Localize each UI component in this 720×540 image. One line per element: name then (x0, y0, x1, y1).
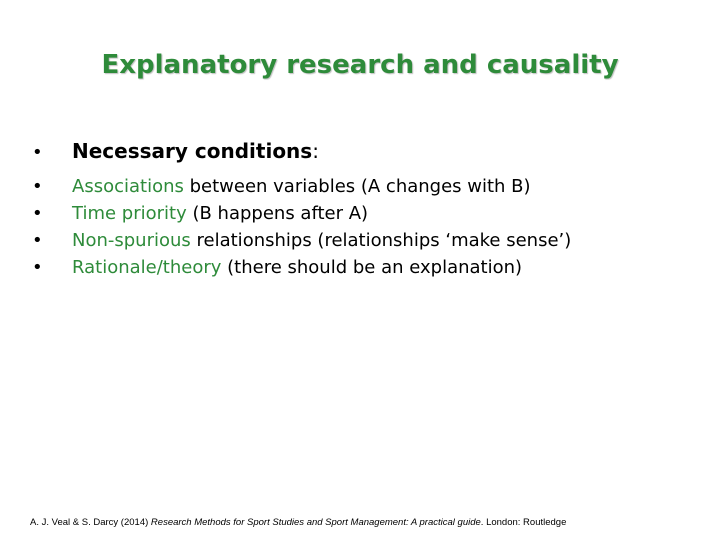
condition-description: (there should be an explanation) (221, 257, 523, 278)
condition-description: between variables (A changes with B) (183, 176, 531, 197)
citation-book-title: Research Methods for Sport Studies and Sport Management: A practical guide (150, 517, 481, 528)
condition-term: Associations (72, 176, 184, 197)
conditions-list (30, 176, 571, 284)
source-citation (30, 517, 566, 528)
citation-authors: A. J. Veal & S. Darcy (2014) (30, 517, 151, 528)
condition-term: Non-spurious (72, 230, 191, 251)
conditions-heading (30, 139, 319, 163)
list-item (30, 176, 571, 203)
condition-description: relationships (relationships ‘make sense’) (190, 230, 572, 251)
condition-term: Time priority (72, 203, 187, 224)
bullet-marker: • (32, 230, 43, 251)
condition-description: (B happens after A) (186, 203, 369, 224)
citation-publisher: . London: Routledge (480, 517, 567, 528)
heading-text: Necessary conditions (72, 139, 313, 163)
bullet-marker: • (32, 176, 43, 197)
bullet-marker: • (32, 203, 43, 224)
list-item (30, 230, 571, 257)
condition-term: Rationale/theory (72, 257, 222, 278)
list-item (30, 257, 571, 284)
bullet-marker: • (32, 257, 43, 278)
list-item (30, 203, 571, 230)
heading-colon: : (312, 139, 319, 163)
slide-title: Explanatory research and causality (101, 50, 619, 80)
bullet-marker: • (32, 142, 43, 163)
